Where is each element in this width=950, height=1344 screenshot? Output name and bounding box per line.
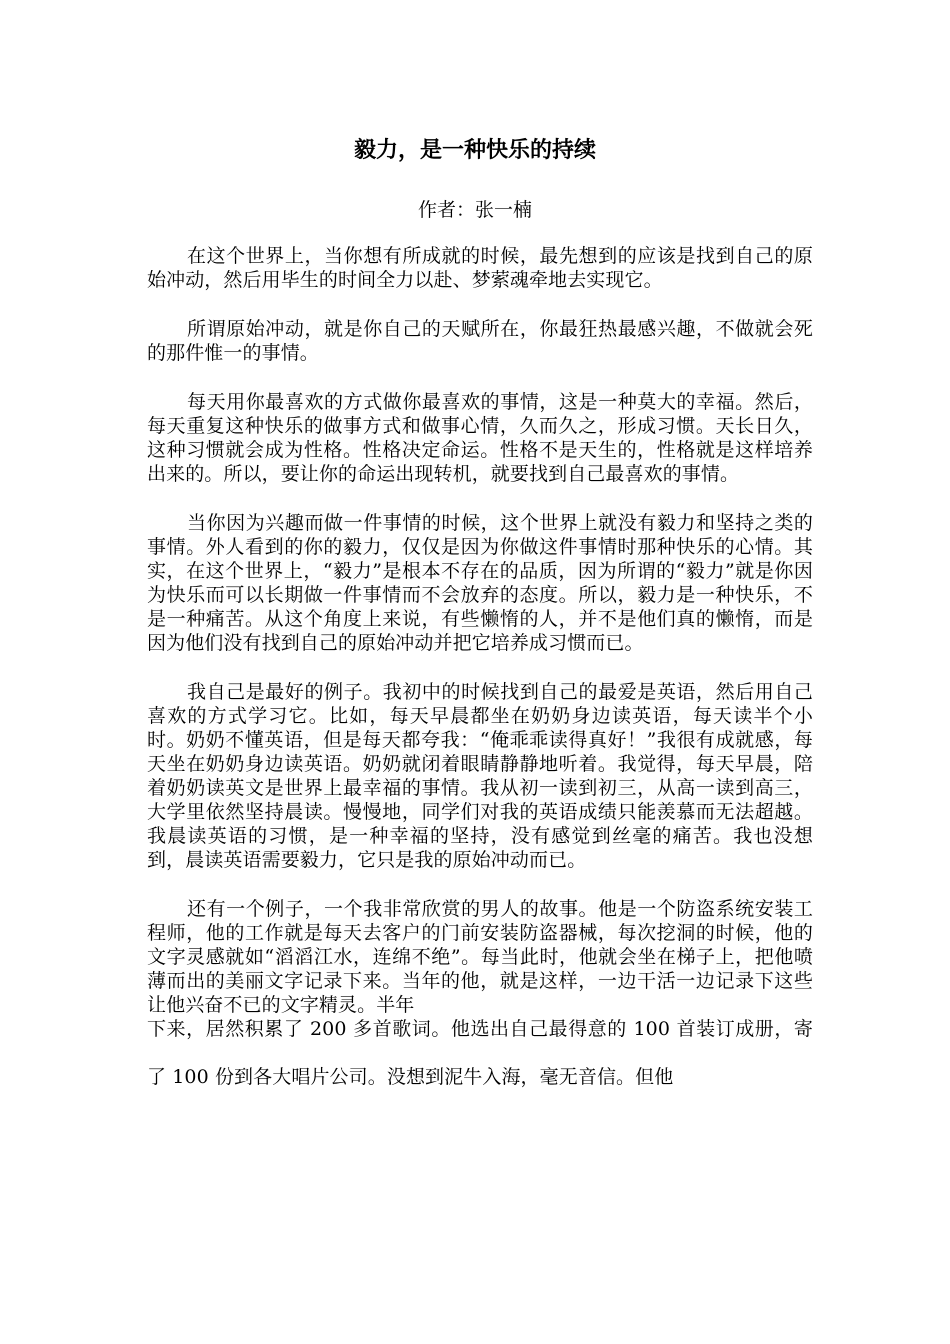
paragraph-6: 还有一个例子，一个我非常欣赏的男人的故事。他是一个防盗系统安装工程师，他的工作就是每天去客户的门前安装防盗器械，每次挖洞的时候，他的文字灵感就如“滔滔江水，连绵不绝”。每当此时，他就会坐在梯子上，把他喷薄而出的美丽文字记录下来。当年的他，就是这样，一边干活一边记录下这些让他兴奋不已的文字精灵。半年 [147, 898, 813, 1016]
paragraph-6-continued: 下来，居然积累了 200 多首歌词。他选出自己最得意的 100 首装订成册，寄了 100 份到各大唱片公司。没想到泥牛入海，毫无音信。但他 [147, 1018, 813, 1088]
paragraph-3: 每天用你最喜欢的方式做你最喜欢的事情，这是一种莫大的幸福。然后，每天重复这种快乐的做事方式和做事心情，久而久之，形成习惯。天长日久，这种习惯就会成为性格。性格决定命运。性格不是天生的，性格就是这样培养出来的。所以，要让你的命运出现转机，就要找到自己最喜欢的事情。 [147, 391, 813, 485]
document-body [147, 244, 813, 1126]
paragraph-2: 所谓原始冲动，就是你自己的天赋所在，你最狂热最感兴趣，不做就会死的那件惟一的事情。 [147, 318, 813, 364]
paragraph-5: 我自己是最好的例子。我初中的时候找到自己的最爱是英语，然后用自己喜欢的方式学习它。比如，每天早晨都坐在奶奶身边读英语，每天读半个小时。奶奶不懂英语，但是每天都夸我：“俺乖乖读得真好！”我很有成就感，每天坐在奶奶身边读英语。奶奶就闭着眼睛静静地听着。我觉得，每天早晨，陪着奶奶读英文是世界上最幸福的事情。我从初一读到初三，从高一读到高三，大学里依然坚持晨读。慢慢地，同学们对我的英语成绩只能羡慕而无法超越。我晨读英语的习惯，是一种幸福的坚持，没有感觉到丝毫的痛苦。我也没想到，晨读英语需要毅力，它只是我的原始冲动而已。 [147, 681, 813, 871]
document-title: 毅力，是一种快乐的持续 [353, 138, 596, 163]
document-author: 作者：张一楠 [417, 199, 532, 221]
paragraph-4: 当你因为兴趣而做一件事情的时候，这个世界上就没有毅力和坚持之类的事情。外人看到的你的毅力，仅仅是因为你做这件事情时那种快乐的心情。其实，在这个世界上，“毅力”是根本不存在的品质，因为所谓的“毅力”就是你因为快乐而可以长期做一件事情而不会放弃的态度。所以，毅力是一种快乐，不是一种痛苦。从这个角度上来说，有些懒惰的人，并不是他们真的懒惰，而是因为他们没有找到自己的原始冲动并把它培养成习惯而已。 [147, 512, 813, 654]
paragraph-1: 在这个世界上，当你想有所成就的时候，最先想到的应该是找到自己的原始冲动，然后用毕生的时间全力以赴、梦萦魂牵地去实现它。 [147, 245, 813, 291]
